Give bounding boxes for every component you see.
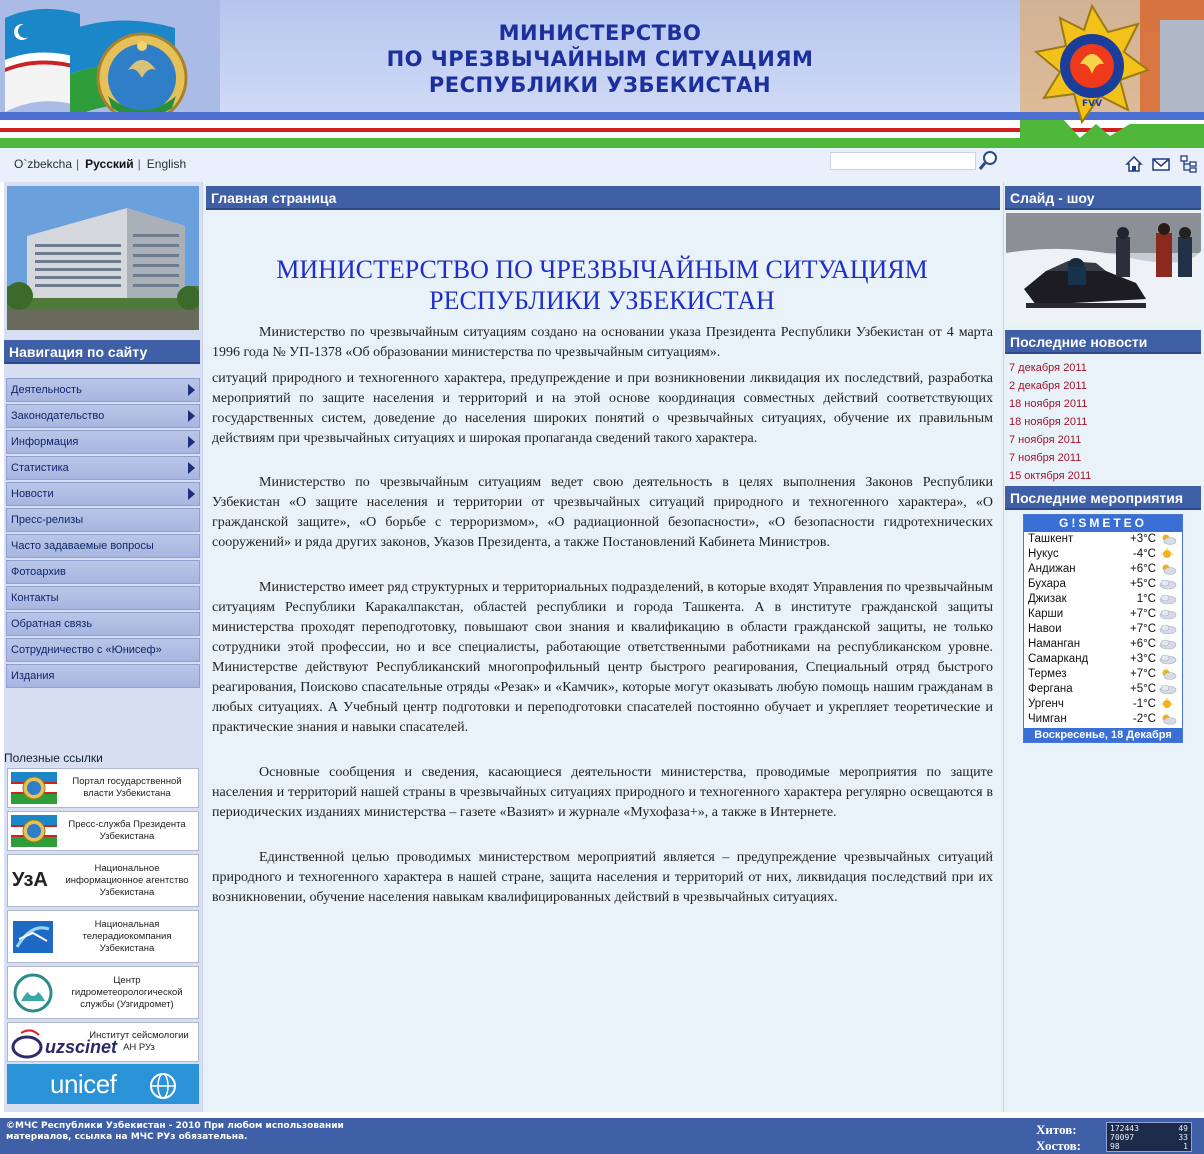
link-seismology-institute[interactable] bbox=[7, 1022, 199, 1062]
weather-row bbox=[1024, 697, 1182, 712]
news-link[interactable]: 2 декабря 2011 bbox=[1009, 380, 1087, 392]
weather-city: Бухара bbox=[1028, 578, 1066, 590]
article-paragraph: ситуаций природного и техногенного характера, предупреждение и при возникновении ликвидация их последствий, разработка мероприятий по защите населения и территорий и на этой основе координация совместных действий соответствующих государственных систем, доведение до населения широких понятий о чрезвычайных ситуациях, обучение их правильным действиям при чрезвычайных ситуациях и широкая пропаганда сведений такого характера. bbox=[212, 371, 993, 446]
nav-item-label: Издания bbox=[11, 670, 55, 682]
nav-item-label: Часто задаваемые вопросы bbox=[11, 540, 154, 552]
weather-temperature: +5°C bbox=[1129, 578, 1156, 590]
weather-city: Чимган bbox=[1028, 713, 1067, 725]
weather-widget-title: G!SMETEO bbox=[1024, 515, 1182, 532]
sunny-icon bbox=[1159, 698, 1177, 710]
weather-rows bbox=[1024, 532, 1182, 727]
link-text: Центр гидрометеорологической службы (Узгидромет) bbox=[71, 974, 183, 1010]
nav-item-label: Фотоархив bbox=[11, 566, 66, 578]
counter-row bbox=[1110, 1124, 1188, 1133]
counter-row bbox=[1110, 1133, 1188, 1142]
nav-item-legislation[interactable] bbox=[6, 404, 200, 428]
weather-city: Навои bbox=[1028, 623, 1062, 635]
weather-temperature: 1°C bbox=[1136, 593, 1156, 605]
uzhydromet-logo-icon bbox=[11, 973, 55, 1013]
counter-value: 70097 bbox=[1110, 1133, 1135, 1142]
nav-item-label: Информация bbox=[11, 436, 79, 448]
emblem-abbreviation: FVV bbox=[1081, 99, 1103, 109]
nav-header: Навигация по сайту bbox=[4, 340, 200, 364]
weather-city: Самарканд bbox=[1028, 653, 1089, 665]
hits-label: Хитов: bbox=[1036, 1122, 1077, 1137]
weather-city: Нукус bbox=[1028, 548, 1059, 560]
sitemap-button[interactable] bbox=[1180, 155, 1198, 173]
footer-copyright: ©МЧС Республики Узбекистан - 2010 При любом использовании материалов, ссылка на МЧС РУз обязательна. bbox=[6, 1121, 344, 1142]
weather-date: Воскресенье, 18 Декабря bbox=[1024, 728, 1182, 742]
nav-item-faq[interactable] bbox=[6, 534, 200, 558]
weather-row bbox=[1024, 562, 1182, 577]
submenu-arrow-icon bbox=[188, 410, 195, 422]
submenu-arrow-icon bbox=[188, 436, 195, 448]
search-button[interactable] bbox=[978, 149, 1000, 171]
weather-temperature: +6°C bbox=[1129, 638, 1156, 650]
weather-row bbox=[1024, 682, 1182, 697]
weather-temperature: +7°C bbox=[1129, 608, 1156, 620]
language-separator: | bbox=[137, 157, 141, 171]
site-header bbox=[0, 0, 1204, 148]
language-link-uzbek[interactable]: O`zbekcha bbox=[14, 157, 73, 171]
counter-value: 49 bbox=[1178, 1124, 1188, 1133]
nav-item-label: Сотрудничество с «Юнисеф» bbox=[11, 644, 162, 656]
article-paragraph: Основные сообщения и сведения, касающиеся деятельности министерства, проводимые мероприятия по защите населения и территорий нашей страны в чрезвычайных ситуациях природного и техногенного характера регулярно освещаются в периодических изданиях министерства – газете «Вазият» и журнале «Мухофаза+», а также в Интернете. bbox=[212, 765, 993, 820]
news-link[interactable]: 15 октября 2011 bbox=[1009, 470, 1092, 482]
partly-cloudy-icon bbox=[1159, 533, 1177, 545]
main-header: Главная страница bbox=[206, 186, 1000, 210]
weather-row bbox=[1024, 577, 1182, 592]
nav-item-photo-archive[interactable] bbox=[6, 560, 200, 584]
weather-row bbox=[1024, 667, 1182, 682]
unicef-globe-icon bbox=[148, 1071, 178, 1101]
site-footer bbox=[0, 1118, 1204, 1154]
top-bar bbox=[0, 148, 1204, 182]
cloudy-icon bbox=[1159, 578, 1177, 590]
slideshow-image[interactable] bbox=[1006, 213, 1201, 324]
ministry-emblem-icon bbox=[1020, 0, 1204, 148]
search-input[interactable] bbox=[830, 152, 976, 170]
nav-item-news[interactable] bbox=[6, 482, 200, 506]
search-icon bbox=[978, 149, 1000, 171]
cloudy-icon bbox=[1159, 653, 1177, 665]
language-link-russian[interactable]: Русский bbox=[85, 157, 134, 171]
cloudy-icon bbox=[1159, 593, 1177, 605]
link-text: Институт сейсмологии АН РУз bbox=[89, 1030, 189, 1053]
article-title bbox=[210, 254, 994, 316]
link-text: Портал государственной власти Узбекистана bbox=[72, 776, 182, 799]
link-unicef[interactable] bbox=[7, 1064, 199, 1104]
article-paragraph: Единственной целью проводимых министерством мероприятий является – предупреждение чрезвычайных ситуаций природного и техногенного характера в нашей стране, защита населения и территорий от них, ликвидация последствий при их возникновении, обучение населения навыкам квалифицированных действий в чрезвычайных ситуациях. bbox=[212, 850, 993, 905]
useful-links-title: Полезные ссылки bbox=[4, 751, 103, 765]
weather-temperature: +3°C bbox=[1129, 533, 1156, 545]
site-title-line: РЕСПУБЛИКИ УЗБЕКИСТАН bbox=[428, 73, 772, 97]
counter-row bbox=[1110, 1142, 1188, 1151]
link-gov-portal[interactable] bbox=[7, 768, 199, 808]
site-title-line: МИНИСТЕРСТВО bbox=[498, 21, 702, 45]
nav-item-feedback[interactable] bbox=[6, 612, 200, 636]
nav-item-statistics[interactable] bbox=[6, 456, 200, 480]
weather-city: Фергана bbox=[1028, 683, 1073, 695]
hosts-label: Хостов: bbox=[1036, 1138, 1081, 1153]
weather-row bbox=[1024, 607, 1182, 622]
article-title-line: МИНИСТЕРСТВО ПО ЧРЕЗВЫЧАЙНЫМ СИТУАЦИЯМ bbox=[276, 255, 928, 284]
link-text: Национальная телерадиокомпания Узбекистана bbox=[82, 918, 172, 954]
weather-temperature: +7°C bbox=[1129, 623, 1156, 635]
weather-city: Джизак bbox=[1028, 593, 1067, 605]
weather-temperature: -2°C bbox=[1132, 713, 1156, 725]
partly-cloudy-icon bbox=[1159, 713, 1177, 725]
weather-city: Ташкент bbox=[1028, 533, 1074, 545]
nav-item-publications[interactable] bbox=[6, 664, 200, 688]
site-navigation bbox=[6, 378, 200, 690]
home-icon bbox=[1125, 155, 1143, 173]
weather-temperature: +6°C bbox=[1129, 563, 1156, 575]
article-paragraph: Министерство по чрезвычайным ситуациям ведет свою деятельность в целях выполнения Законов Республики Узбекистан «О защите населения и территории от чрезвычайных ситуаций природного и техногенного характера», «О гражданской защите», «О борьбе с терроризмом», «О радиационной безопасности», «О безопасности гидротехнических сооружений» и ряда других законов, Указов Президента, а также Постановлений Кабинета Министров. bbox=[212, 475, 993, 550]
weather-row bbox=[1024, 532, 1182, 547]
nav-item-press-releases[interactable] bbox=[6, 508, 200, 532]
weather-widget[interactable] bbox=[1023, 514, 1183, 743]
ministry-emblem bbox=[1020, 0, 1204, 148]
sitemap-icon bbox=[1180, 155, 1198, 173]
weather-row bbox=[1024, 637, 1182, 652]
counter-value: 172443 bbox=[1110, 1124, 1139, 1133]
latest-news-header: Последние новости bbox=[1005, 330, 1201, 354]
link-president-press[interactable] bbox=[7, 811, 199, 851]
snowmobile-photo bbox=[1006, 213, 1201, 324]
mail-icon bbox=[1152, 155, 1170, 173]
ministry-building-photo bbox=[7, 186, 199, 330]
latest-events-header: Последние мероприятия bbox=[1005, 486, 1201, 510]
weather-temperature: +5°C bbox=[1129, 683, 1156, 695]
visit-counter[interactable] bbox=[1106, 1122, 1192, 1152]
cloudy-icon bbox=[1159, 623, 1177, 635]
home-button[interactable] bbox=[1125, 155, 1143, 173]
language-link-english[interactable]: English bbox=[146, 157, 187, 171]
mail-button[interactable] bbox=[1152, 155, 1170, 173]
link-uza-agency[interactable] bbox=[7, 854, 199, 907]
nav-item-information[interactable] bbox=[6, 430, 200, 454]
article-paragraph: Министерство по чрезвычайным ситуациям создано на основании указа Президента Республики Узбекистан от 4 марта 1996 года № УП-1378 «Об образовании министерства по чрезвычайным ситуациям». bbox=[212, 325, 993, 360]
sunny-icon bbox=[1159, 548, 1177, 560]
link-text: Национальное информационное агентство Узбекистана bbox=[65, 862, 189, 898]
nav-item-label: Обратная связь bbox=[11, 618, 93, 630]
weather-row bbox=[1024, 592, 1182, 607]
news-link[interactable]: 18 ноября 2011 bbox=[1009, 416, 1088, 428]
news-link[interactable]: 18 ноября 2011 bbox=[1009, 398, 1088, 410]
nav-item-unicef-cooperation[interactable] bbox=[6, 638, 200, 662]
counter-value: 98 bbox=[1110, 1142, 1120, 1151]
link-national-tv[interactable] bbox=[7, 910, 199, 963]
slideshow-header: Слайд - шоу bbox=[1005, 186, 1201, 210]
weather-row bbox=[1024, 652, 1182, 667]
weather-row bbox=[1024, 712, 1182, 727]
weather-row bbox=[1024, 622, 1182, 637]
weather-city: Карши bbox=[1028, 608, 1064, 620]
nav-item-label: Контакты bbox=[11, 592, 59, 604]
submenu-arrow-icon bbox=[188, 384, 195, 396]
gov-portal-logo-icon bbox=[11, 772, 57, 804]
counter-value: 33 bbox=[1178, 1133, 1188, 1142]
news-link[interactable]: 7 ноября 2011 bbox=[1009, 434, 1082, 446]
uza-logo: УзА bbox=[12, 869, 48, 891]
cloudy-icon bbox=[1159, 608, 1177, 620]
site-title-line: ПО ЧРЕЗВЫЧАЙНЫМ СИТУАЦИЯМ bbox=[386, 47, 814, 71]
cloudy-icon bbox=[1159, 638, 1177, 650]
partly-cloudy-icon bbox=[1159, 563, 1177, 575]
cloudy-icon bbox=[1159, 683, 1177, 695]
weather-city: Термез bbox=[1028, 668, 1067, 680]
submenu-arrow-icon bbox=[188, 462, 195, 474]
partly-cloudy-icon bbox=[1159, 668, 1177, 680]
link-uzhydromet[interactable] bbox=[7, 966, 199, 1019]
latest-news-list bbox=[1009, 359, 1199, 485]
nav-item-label: Деятельность bbox=[11, 384, 82, 396]
weather-city: Ургенч bbox=[1028, 698, 1064, 710]
unicef-logo: unicef bbox=[50, 1069, 117, 1099]
weather-temperature: -1°C bbox=[1132, 698, 1156, 710]
weather-temperature: -4°C bbox=[1132, 548, 1156, 560]
weather-temperature: +7°C bbox=[1129, 668, 1156, 680]
nav-item-label: Пресс-релизы bbox=[11, 514, 84, 526]
nav-item-activity[interactable] bbox=[6, 378, 200, 402]
nav-item-label: Законодательство bbox=[11, 410, 105, 422]
language-switcher bbox=[14, 157, 190, 171]
uzscinet-wordmark: uzscinet bbox=[45, 1037, 118, 1057]
nav-item-contacts[interactable] bbox=[6, 586, 200, 610]
weather-city: Наманган bbox=[1028, 638, 1081, 650]
weather-city: Андижан bbox=[1028, 563, 1076, 575]
submenu-arrow-icon bbox=[188, 488, 195, 500]
link-text: Пресс-служба Президента Узбекистана bbox=[68, 819, 186, 842]
weather-temperature: +3°C bbox=[1129, 653, 1156, 665]
counter-value: 1 bbox=[1183, 1142, 1188, 1151]
tv-company-logo-icon bbox=[11, 919, 55, 955]
news-link[interactable]: 7 декабря 2011 bbox=[1009, 362, 1087, 374]
language-separator: | bbox=[76, 157, 80, 171]
article-paragraph: Министерство имеет ряд структурных и территориальных подразделений, в которые входят Управления по чрезвычайным ситуациям Республики Каракалпакстан, областей республики и города Ташкента. А в институте гражданской защиты министерства проходят переподготовку, повышают свои знания и квалификацию в области гражданской защиты, не только сотрудники этой профессии, но и все специалисты, работающие ответственными работниками на республиканском уровне. Министерстве действуют Республиканский многопрофильный центр быстрого реагирования, Специальный отряд быстрого реагирования, Поисково спасательные отряды «Резак» и «Камчик», которые могут оказывать любую помощь нашим гражданам в любых ситуациях. А Учебный центр подготовки и переподготовки спасателей постоянно обучает и укрепляет теоретические и практические знания и навыки спасателей. bbox=[212, 580, 993, 735]
building-image bbox=[7, 186, 199, 330]
nav-item-label: Статистика bbox=[11, 462, 69, 474]
nav-item-label: Новости bbox=[11, 488, 54, 500]
weather-row bbox=[1024, 547, 1182, 562]
news-link[interactable]: 7 ноября 2011 bbox=[1009, 452, 1082, 464]
site-title bbox=[380, 20, 820, 98]
article-title-line: РЕСПУБЛИКИ УЗБЕКИСТАН bbox=[429, 286, 775, 315]
president-press-logo-icon bbox=[11, 815, 57, 847]
